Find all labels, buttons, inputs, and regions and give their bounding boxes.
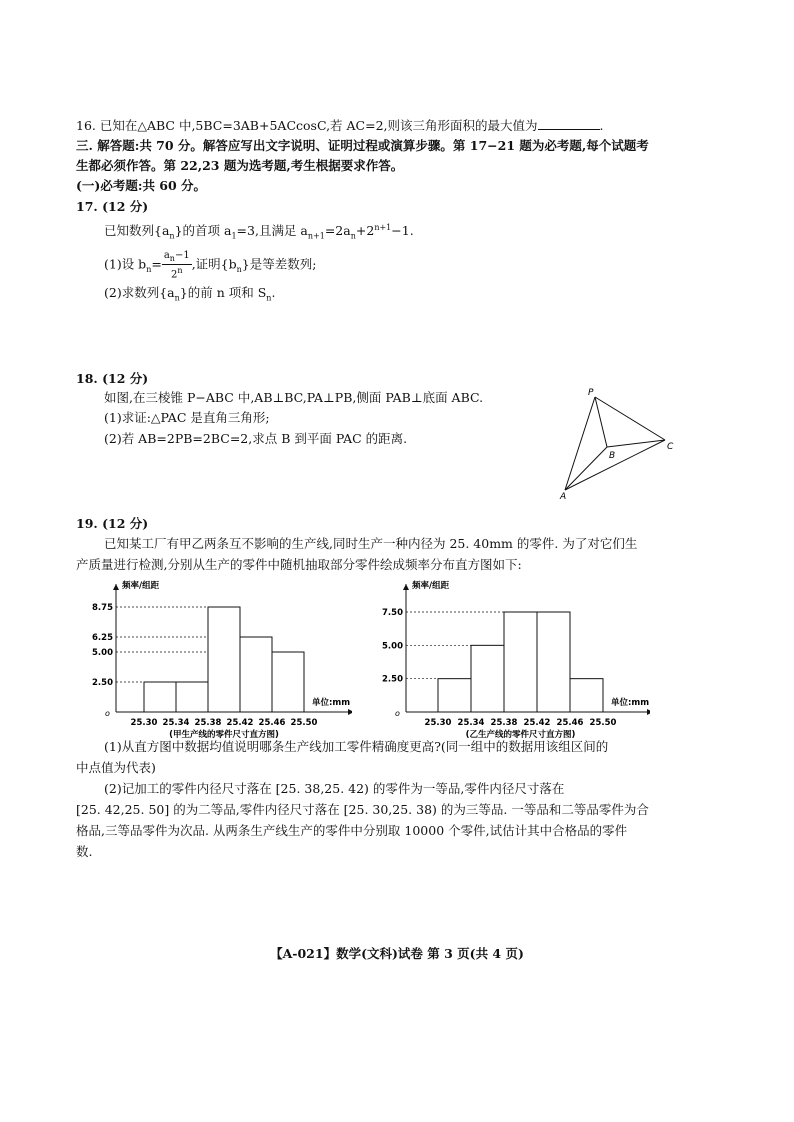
- x-tick-label: 25.34: [457, 718, 485, 728]
- x-tick-label: 25.42: [226, 718, 254, 728]
- q19-part2-line3: 格品,三等品零件为次品. 从两条生产线生产的零件中分别取 10000 个零件,试估计其中合格品的零件: [76, 823, 628, 838]
- x-tick-label: 25.30: [130, 718, 158, 728]
- histogram-bar: [240, 637, 272, 712]
- histogram-bar: [208, 607, 240, 712]
- histogram-bar: [272, 652, 304, 712]
- y-tick-label: 7.50: [382, 608, 403, 618]
- y-axis-arrow: [403, 584, 409, 590]
- x-tick-label: 25.46: [556, 718, 584, 728]
- y-tick-label: 6.25: [92, 633, 113, 643]
- q17-stem: 已知数列$\{a_n\}$的首项 $a_1=3$,且满足 $a_{n+1}=2a_n+2^{n+1}-1$.: [104, 223, 414, 241]
- histogram-yi: [370, 570, 650, 740]
- y-axis-label: 频率/组距: [122, 581, 160, 591]
- section3-sub: (一)必考题:共 60 分。: [76, 178, 207, 193]
- x-axis-unit-label: 单位:mm: [611, 698, 650, 708]
- section3-line1: 三. 解答题:共 70 分。解答应写出文字说明、证明过程或演算步骤。第 17−21 题为必考题,每个试题考: [76, 138, 649, 153]
- x-tick-label: 25.30: [424, 718, 452, 728]
- q16-text: 16. 已知在△ABC 中,5BC=3AB+5ACcosC,若 AC=2,则该三角形面积的最大值为: [76, 118, 538, 133]
- x-tick-label: 25.50: [589, 718, 617, 728]
- y-tick-label: 5.00: [92, 648, 113, 658]
- section3-line2: 生都必须作答。第 22,23 题为选考题,考生根据要求作答。: [76, 158, 404, 173]
- histogram-bar: [438, 679, 471, 712]
- page-footer: 【A-021】数学(文科)试卷 第 3 页(共 4 页): [270, 946, 524, 961]
- pyramid-figure: [555, 385, 685, 505]
- y-tick-label: 2.50: [92, 678, 113, 688]
- q16-line: 16. 已知在△ABC 中,5BC=3AB+5ACcosC,若 AC=2,则该三角形面积的最大值为 .: [76, 118, 604, 133]
- x-axis-arrow: [647, 709, 650, 715]
- histogram-bar: [176, 682, 208, 712]
- x-axis-arrow: [348, 709, 352, 715]
- q19-head: 19. (12 分): [76, 516, 149, 531]
- vertex-label-C: C: [667, 442, 674, 452]
- origin-label: o: [105, 709, 110, 718]
- q18-line2: (1)求证:△PAC 是直角三角形;: [104, 410, 270, 425]
- histogram-bar: [504, 612, 537, 712]
- q19-part1-line2: 中点值为代表): [76, 760, 156, 775]
- y-axis-arrow: [113, 584, 119, 590]
- x-tick-label: 25.38: [194, 718, 222, 728]
- histogram-jia: [82, 570, 352, 740]
- histogram-bar: [537, 612, 570, 712]
- q17-head: 17. (12 分): [76, 199, 149, 214]
- q18-head: 18. (12 分): [76, 371, 149, 386]
- q18-line3: (2)若 AB=2PB=2BC=2,求点 B 到平面 PAC 的距离.: [104, 431, 408, 446]
- q17-part2: (2)求数列$\{a_n\}$的前 n 项和 $S_n$.: [104, 285, 276, 303]
- q19-line1: 已知某工厂有甲乙两条互不影响的生产线,同时生产一种内径为 25. 40mm 的零件. 为了对它们生: [104, 536, 638, 551]
- histogram-bar: [144, 682, 176, 712]
- answer-blank: [538, 117, 600, 130]
- vertex-label-A: A: [560, 492, 567, 502]
- x-tick-label: 25.46: [258, 718, 286, 728]
- x-tick-label: 25.42: [523, 718, 551, 728]
- q19-part2-line1: (2)记加工的零件内径尺寸落在 [25. 38,25. 42) 的零件为一等品,零件内径尺寸落在: [104, 781, 565, 796]
- vertex-label-B: B: [609, 451, 616, 461]
- q19-part2-line2: [25. 42,25. 50] 的为二等品,零件内径尺寸落在 [25. 30,25. 38) 的为三等品. 一等品和二等品零件为合: [76, 802, 649, 817]
- q17-part1: (1)设 $b_n=$ $\frac{a_n-1}{2^n}$ ,证明$\{b_n\}$是等差数列;: [104, 250, 317, 281]
- histogram-bar: [570, 679, 603, 712]
- q19-part2-line4: 数.: [76, 844, 93, 859]
- fraction: $\frac{a_n-1}{2^n}$: [163, 250, 190, 281]
- y-tick-label: 5.00: [382, 641, 403, 652]
- chart-caption: (甲生产线的零件尺寸直方图): [169, 730, 279, 740]
- y-tick-label: 2.50: [382, 674, 403, 685]
- chart-caption: (乙生产线的零件尺寸直方图): [465, 730, 576, 740]
- x-axis-unit-label: 单位:mm: [312, 698, 351, 708]
- x-tick-label: 25.34: [162, 718, 190, 728]
- q19-part1-line1: (1)从直方图中数据均值说明哪条生产线加工零件精确度更高?(同一组中的数据用该组区间的: [104, 739, 609, 754]
- histogram-bar: [471, 645, 504, 712]
- y-axis-label: 频率/组距: [412, 581, 450, 591]
- vertex-label-P: P: [588, 388, 594, 398]
- q19-line2: 产质量进行检测,分别从生产的零件中随机抽取部分零件绘成频率分布直方图如下:: [76, 557, 522, 572]
- q18-line1: 如图,在三棱锥 P−ABC 中,AB⊥BC,PA⊥PB,侧面 PAB⊥底面 ABC.: [104, 390, 484, 405]
- x-tick-label: 25.38: [490, 718, 518, 728]
- origin-label: o: [395, 709, 400, 718]
- y-tick-label: 8.75: [92, 603, 113, 613]
- x-tick-label: 25.50: [290, 718, 318, 728]
